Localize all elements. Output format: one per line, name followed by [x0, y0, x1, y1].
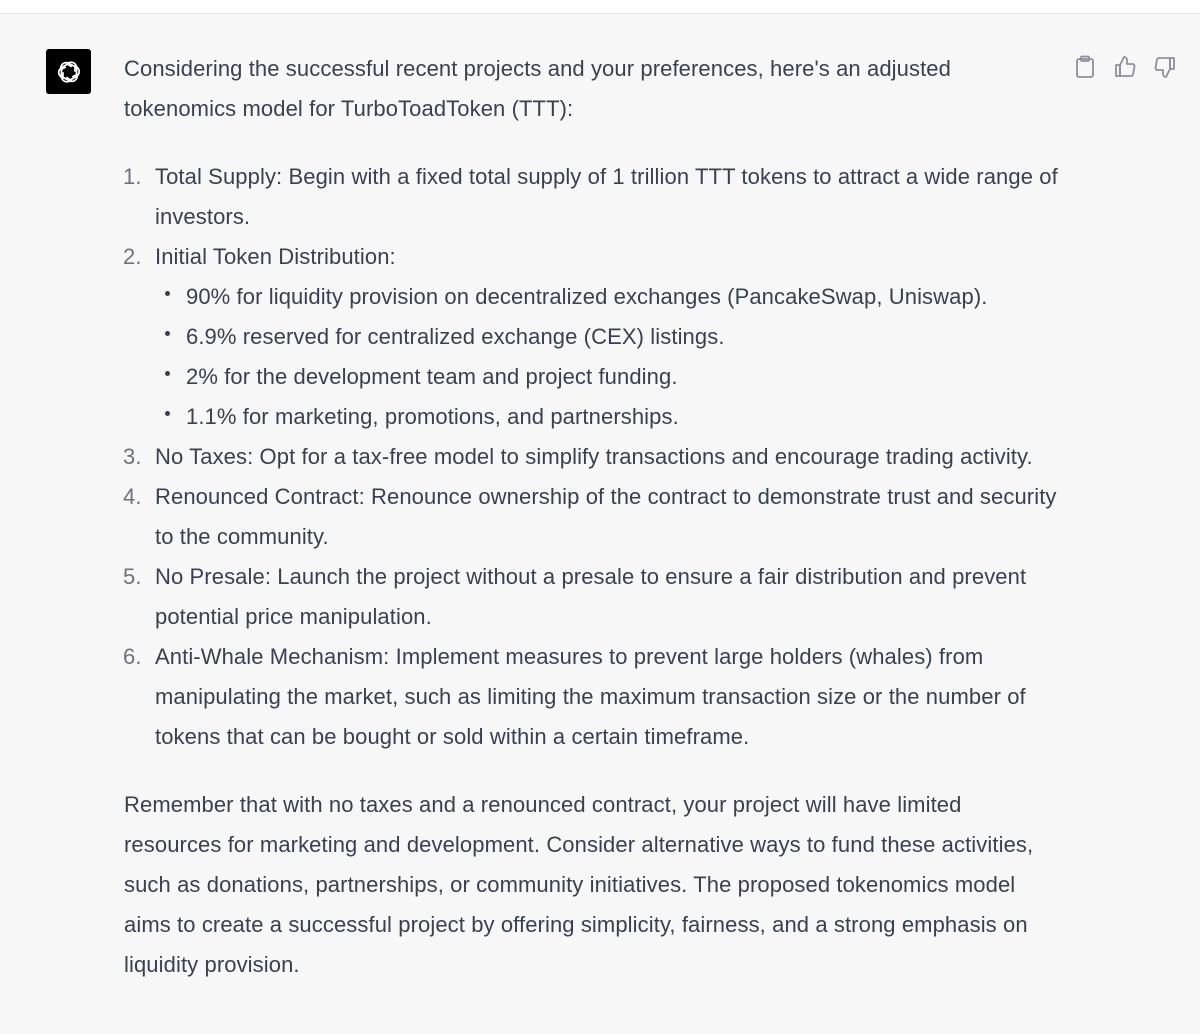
- sublist-item-text: 6.9% reserved for centralized exchange (CEX) listings.: [186, 324, 725, 349]
- list-number: 2.: [123, 244, 142, 269]
- list-number: 1.: [123, 164, 142, 189]
- sublist-item: [155, 357, 1064, 397]
- list-number: 4.: [123, 484, 142, 509]
- list-item: [124, 157, 1064, 237]
- bullet-icon: [165, 411, 170, 416]
- dislike-button[interactable]: [1152, 54, 1178, 80]
- list-number: 6.: [123, 644, 142, 669]
- sublist-item-text: 1.1% for marketing, promotions, and partnerships.: [186, 404, 679, 429]
- list-number: 3.: [123, 444, 142, 469]
- assistant-message: [0, 14, 1200, 1034]
- list-number: 5.: [123, 564, 142, 589]
- assistant-avatar: [46, 49, 91, 94]
- list-item-text: Initial Token Distribution:: [155, 244, 396, 269]
- list-item: [124, 477, 1064, 557]
- sublist-item: [155, 397, 1064, 437]
- bullet-icon: [165, 371, 170, 376]
- list-item: [124, 557, 1064, 637]
- like-button[interactable]: [1112, 54, 1138, 80]
- list-item: [124, 637, 1064, 757]
- bullet-icon: [165, 291, 170, 296]
- thumbs-up-icon: [1113, 55, 1137, 79]
- sublist-item: [155, 277, 1064, 317]
- distribution-sublist: [155, 277, 1064, 437]
- list-item-text: Anti-Whale Mechanism: Implement measures to prevent large holders (whales) from manipulating the market, such as limiting the maximum transaction size or the number of tokens that can be bought or sold within a certain timeframe.: [155, 644, 1026, 749]
- closing-paragraph: Remember that with no taxes and a renounced contract, your project will have limited resources for marketing and development. Consider alternative ways to fund these activities, such as donations, partnerships, or community initiatives. The proposed tokenomics model aims to create a successful project by offering simplicity, fairness, and a strong emphasis on liquidity provision.: [124, 792, 1034, 977]
- message-content: [124, 49, 1064, 985]
- tokenomics-list: [124, 157, 1064, 757]
- sublist-item: [155, 317, 1064, 357]
- sublist-item-text: 2% for the development team and project funding.: [186, 364, 678, 389]
- list-item: [124, 437, 1064, 477]
- openai-logo-icon: [54, 57, 84, 87]
- list-item: [124, 237, 1064, 437]
- list-item-text: Renounced Contract: Renounce ownership of the contract to demonstrate trust and security to the community.: [155, 484, 1057, 549]
- previous-message-edge: [0, 0, 1200, 14]
- message-actions: [1072, 54, 1178, 80]
- intro-paragraph: Considering the successful recent projects and your preferences, here's an adjusted tokenomics model for TurboToadToken (TTT):: [124, 56, 951, 121]
- sublist-item-text: 90% for liquidity provision on decentralized exchanges (PancakeSwap, Uniswap).: [186, 284, 988, 309]
- bullet-icon: [165, 331, 170, 336]
- thumbs-down-icon: [1153, 55, 1177, 79]
- list-item-text: Total Supply: Begin with a fixed total supply of 1 trillion TTT tokens to attract a wide range of investors.: [155, 164, 1058, 229]
- list-item-text: No Presale: Launch the project without a presale to ensure a fair distribution and prevent potential price manipulation.: [155, 564, 1027, 629]
- list-item-text: No Taxes: Opt for a tax-free model to simplify transactions and encourage trading activity.: [155, 444, 1033, 469]
- copy-button[interactable]: [1072, 54, 1098, 80]
- clipboard-icon: [1074, 55, 1096, 79]
